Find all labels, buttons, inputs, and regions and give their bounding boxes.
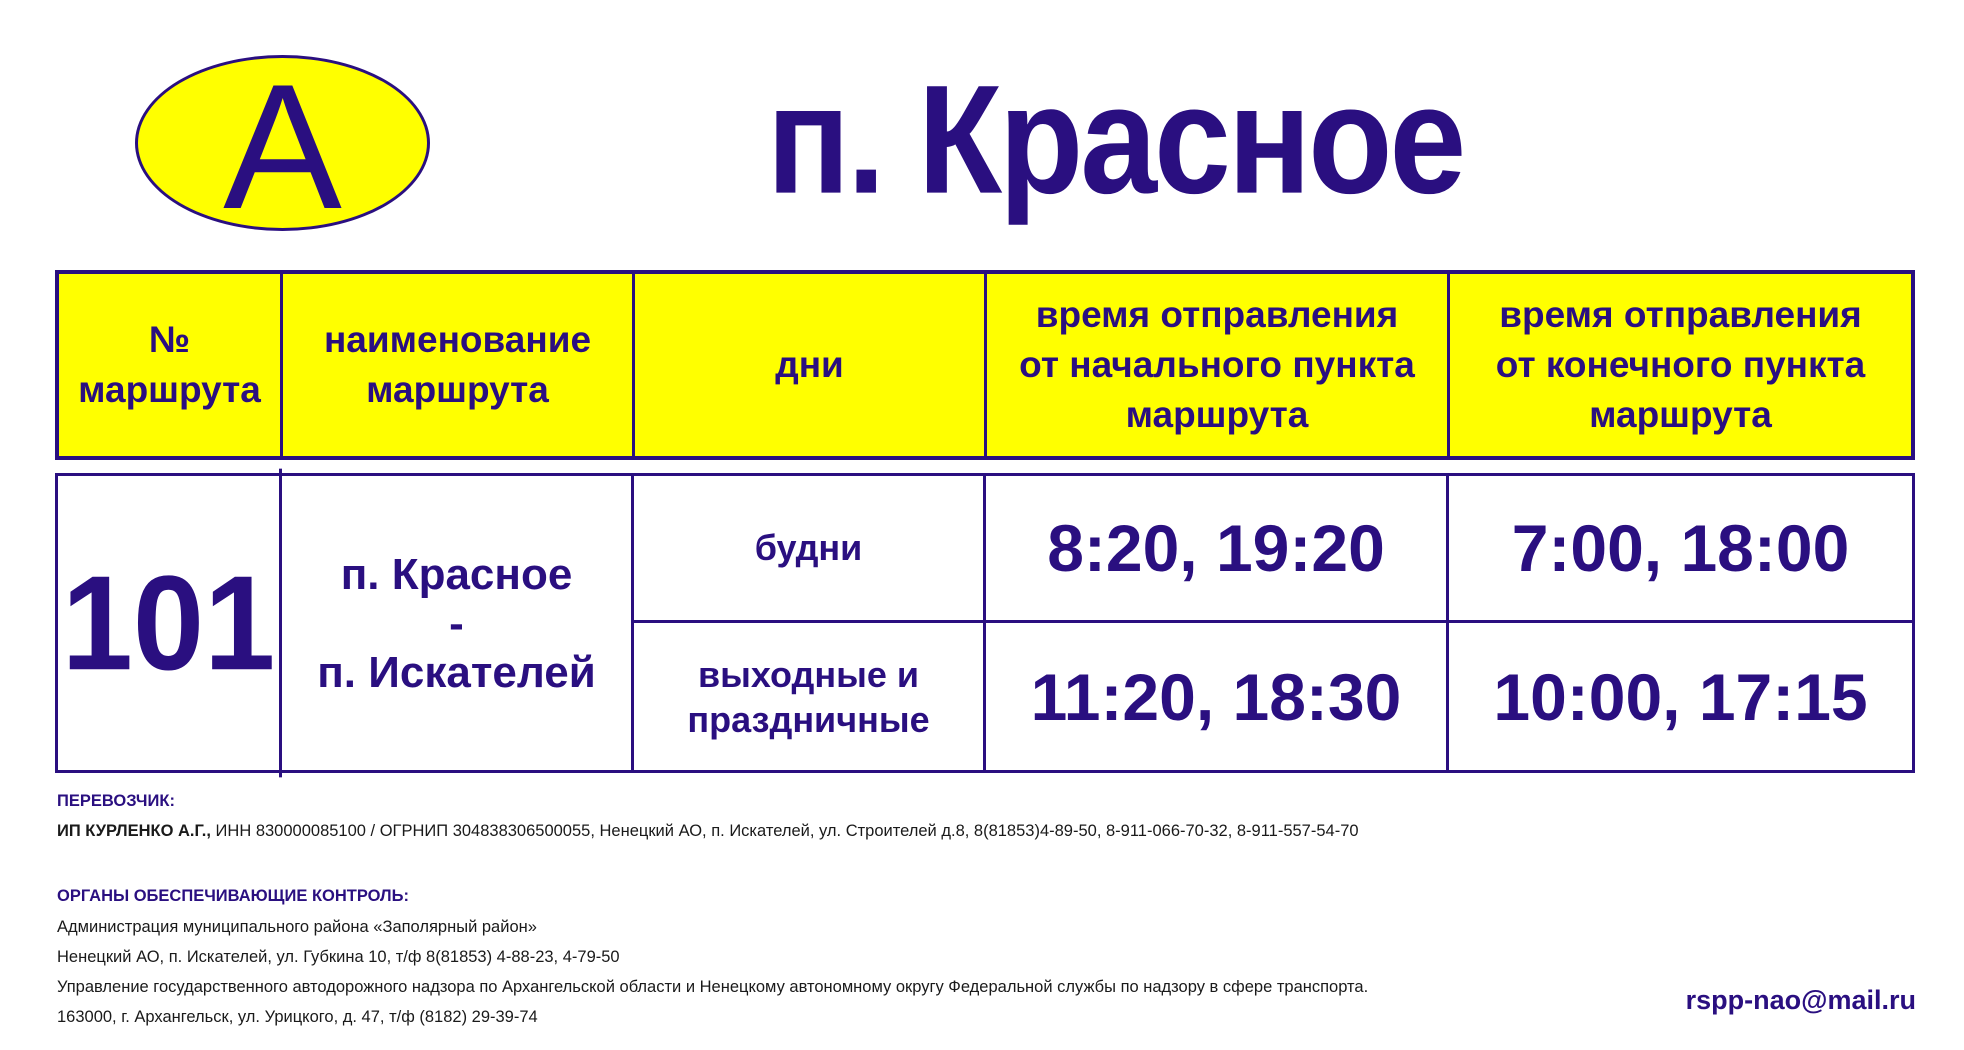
- days-weekdays: будни: [634, 476, 986, 623]
- control-org1-address: Ненецкий АО, п. Искателей, ул. Губкина 10, т/ф 8(81853) 4-88-23, 4-79-50: [57, 948, 620, 966]
- carrier-label: ПЕРЕВОЗЧИК:: [57, 792, 175, 810]
- header-departure-end: время отправления от конечного пункта маршрута: [1495, 294, 1866, 435]
- control-org1-name: Администрация муниципального района «Заполярный район»: [57, 918, 537, 936]
- days-weekends-holidays: выходные и праздничные: [634, 623, 986, 770]
- header-route-name: наименование маршрута: [283, 274, 635, 456]
- header-route-number: № маршрута: [59, 274, 283, 456]
- header-days: дни: [635, 274, 987, 456]
- schedule-table: [55, 473, 1915, 773]
- weekend-departure-end: 10:00, 17:15: [1493, 659, 1868, 734]
- carrier-details: ИНН 830000085100 / ОГРНИП 304838306500055, Ненецкий АО, п. Искателей, ул. Строителей д.8, 8(81853)4-89-50, 8-911-066-70-32, 8-911-557-54-70: [210, 822, 1359, 840]
- bus-stop-logo: [135, 47, 430, 246]
- carrier-info: [57, 822, 1359, 841]
- route-name: [282, 476, 634, 770]
- page-title: п. Красное: [766, 53, 1464, 226]
- carrier-name: ИП КУРЛЕНКО А.Г.,: [57, 822, 211, 840]
- weekday-departure-end: 7:00, 18:00: [1449, 476, 1912, 623]
- schedule-header: [55, 270, 1915, 460]
- control-org2-name: Управление государственного автодорожного надзора по Архангельской области и Ненецкому автономному округу Федеральной службы по надзору в сфере транспорта.: [57, 978, 1369, 996]
- control-org2-address: 163000, г. Архангельск, ул. Урицкого, д. 47, т/ф (8182) 29-39-74: [57, 1008, 538, 1026]
- control-label: ОРГАНЫ ОБЕСПЕЧИВАЮЩИЕ КОНТРОЛЬ:: [57, 887, 409, 905]
- route-to: п. Искателей: [317, 647, 596, 697]
- weekday-departure-start: 8:20, 19:20: [986, 476, 1449, 623]
- route-separator: -: [449, 598, 464, 648]
- route-number: 101: [58, 469, 282, 778]
- header-departure-start: время отправления от начального пункта маршрута: [987, 274, 1450, 456]
- route-from: п. Красное: [340, 549, 573, 599]
- contact-email[interactable]: rspp-nao@mail.ru: [1685, 985, 1916, 1015]
- weekend-departure-start: 11:20, 18:30: [986, 623, 1449, 770]
- logo-letter: А: [223, 47, 342, 246]
